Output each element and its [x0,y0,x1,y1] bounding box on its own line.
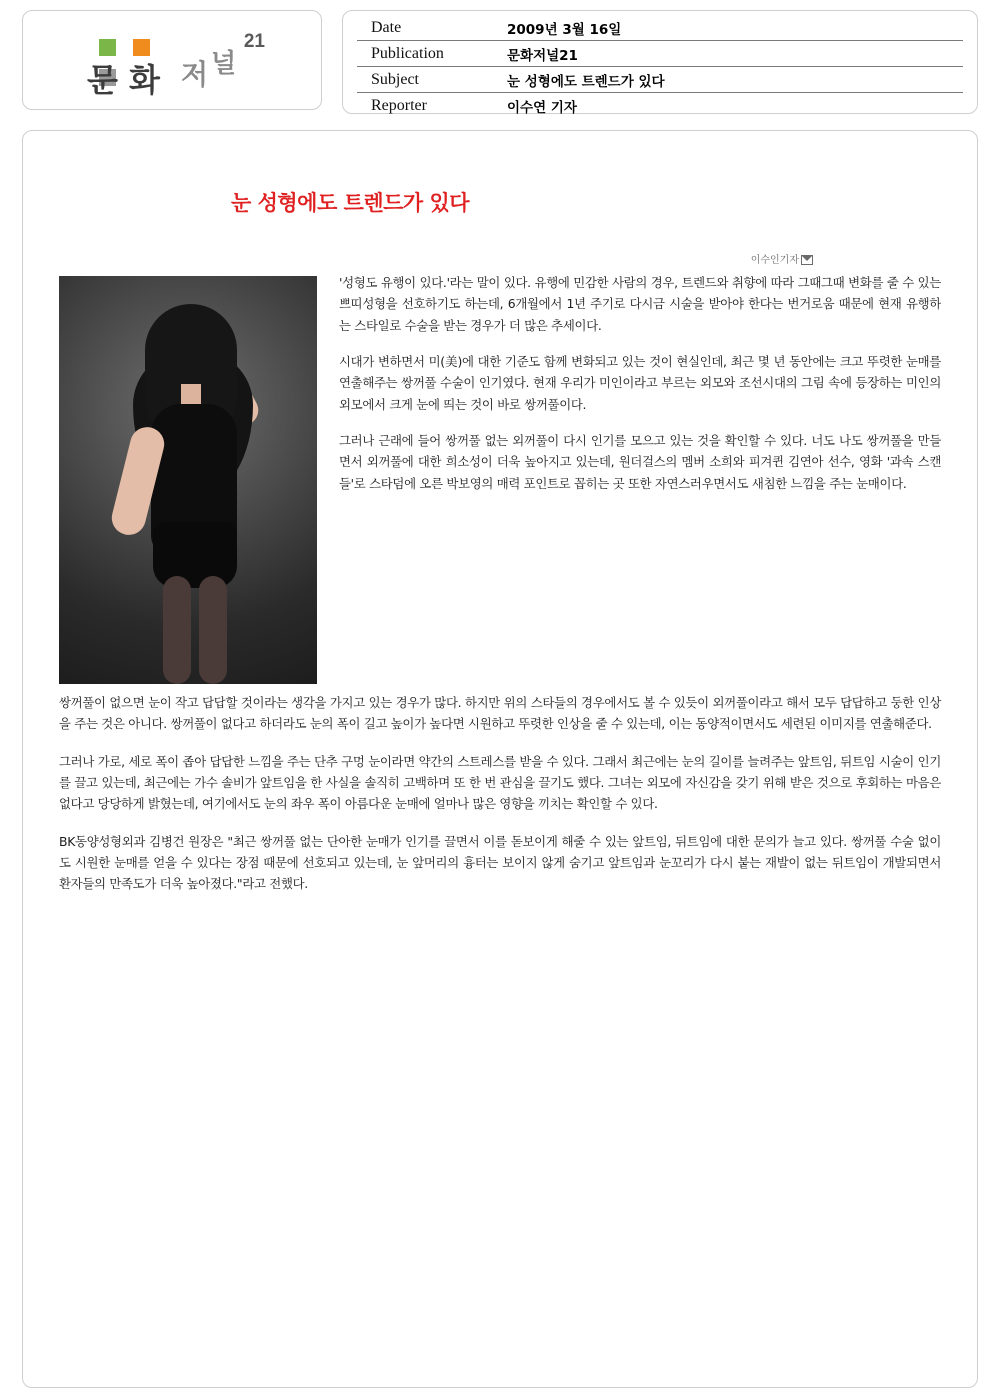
byline-text: 이수인기자 [750,255,799,266]
meta-value-date: 2009년 3월 16일 [507,21,622,38]
logo-artwork [77,29,267,98]
photo-leg-right [199,576,227,684]
logo-char-1: 문 [87,62,118,98]
article-bottom-section [59,692,941,895]
paragraph: 그러나 가로, 세로 폭이 좁아 답답한 느낌을 주는 단추 구멍 눈이라면 약간의 스트레스를 받을 수 있다. 그래서 최근에는 눈의 길이를 늘려주는 앞트임, 뒤트임 시술이 인기를 끌고 있는데, 최근에는 가수 솔비가 앞트임을 한 사실을 솔직히 고백하며 또 한 번 관심을 끌기도 했다. 그녀는 외모에 자신감을 갖기 위해 받은 것으로 후회하는 마음은 없다고 당당하게 밝혔는데, 여기에서도 눈의 좌우 폭이 아름다운 눈매에 얼마나 많은 영향을 끼치는 확인할 수 있다. [59,753,941,812]
mail-icon [801,255,813,265]
meta-row-reporter [357,93,963,118]
meta-label-subject: Subject [371,70,419,88]
meta-row-publication [357,41,963,67]
meta-row-subject [357,67,963,93]
logo-square-orange [133,39,150,56]
logo-square-green [99,39,116,56]
paragraph: 쌍꺼풀이 없으면 눈이 작고 답답할 것이라는 생각을 가지고 있는 경우가 많다. 하지만 위의 스타들의 경우에서도 볼 수 있듯이 외꺼풀이라고 해서 모두 답답하고 둥한 인상을 주는 것은 아니다. 쌍꺼풀이 없다고 하더라도 눈의 폭이 길고 높이가 높다면 시원하고 뚜렷한 인상을 줄 수 있는데, 이는 동양적이면서도 세련된 이미지를 연출해준다. [59,695,941,732]
logo-char-2: 화 [129,62,160,98]
paragraph: 그러나 근래에 들어 쌍꺼풀 없는 외꺼풀이 다시 인기를 모으고 있는 것을 확인할 수 있다. 너도 나도 쌍꺼풀을 만들면서 외꺼풀에 대한 희소성이 더욱 높아지고 있는데, 원더걸스의 멤버 소희와 피겨퀸 김연아 선수, 영화 '과속 스캔들'로 스타덤에 오른 박보영의 매력 포인트로 꼽히는 곳 또한 자연스러우면서도 새침한 느낌을 주는 눈매이다. [339,432,941,491]
document-header [0,0,1000,120]
meta-label-date: Date [371,18,402,36]
publication-logo [22,10,322,110]
meta-label-reporter: Reporter [371,96,427,114]
logo-number-21: 21 [243,31,265,52]
paragraph: BK동양성형외과 김병건 원장은 "최근 쌍꺼풀 없는 단아한 눈매가 인기를 끌면서 이를 돋보이게 해줄 수 있는 앞트임, 뒤트임에 대한 문의가 늘고 있다. 쌍꺼풀 수술 없이도 시원한 눈매를 얻을 수 있다는 장점 때문에 선호되고 있는데, 눈 앞머리의 흉터는 보이지 않게 숨기고 앞트임과 눈꼬리가 다시 붙는 재발이 없는 뒤트임이 개발되면서 환자들의 만족도가 더욱 높아졌다."라고 전했다. [59,833,941,892]
meta-value-reporter: 이수연 기자 [507,99,577,116]
article-body [23,272,977,895]
meta-value-subject: 눈 성형에도 트렌드가 있다 [507,73,665,90]
article-card [22,130,978,1388]
logo-char-3: 저 [181,60,209,91]
article-photo [59,276,317,684]
meta-value-publication: 문화저널21 [507,47,578,64]
logo-char-4: 널 [211,49,237,78]
photo-leg-left [163,576,191,684]
paragraph: 시대가 변하면서 미(美)에 대한 기준도 함께 변화되고 있는 것이 현실인데, 최근 몇 년 동안에는 크고 뚜렷한 눈매를 연출해주는 쌍꺼풀 수술이 인기였다. 현재 우리가 미인이라고 부르는 외모와 조선시대의 그림 속에 등장하는 미인의 외모에서 크게 눈에 띄는 것이 바로 쌍꺼풀이다. [339,353,941,412]
meta-label-publication: Publication [371,44,444,62]
article-inner [23,187,977,266]
photo-skirt [153,522,237,588]
page-title: 눈 성형에도 트렌드가 있다 [231,191,470,215]
meta-row-date [357,15,963,41]
article-top-section [59,272,941,692]
document-meta-table [342,10,978,114]
byline [51,251,813,266]
paragraph: '성형도 유행이 있다.'라는 말이 있다. 유행에 민감한 사람의 경우, 트렌드와 취향에 따라 그때그때 변화를 줄 수 있는 쁘띠성형을 선호하기도 하는데, 6개월에서 1년 주기로 다시금 시술을 받아야 한다는 번거로움 때문에 현재 유행하는 스타일로 수술을 받는 경우가 더 많은 추세이다. [339,275,941,333]
